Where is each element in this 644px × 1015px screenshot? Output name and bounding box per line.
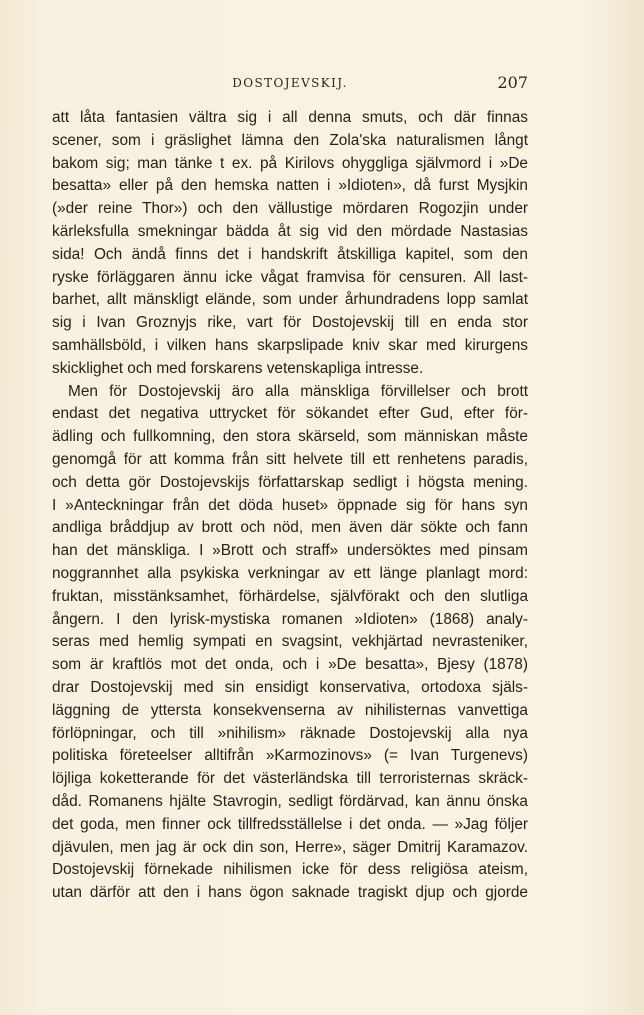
text-line: politiska företeelser alltifrån »Karmozinovs» (= Ivan Turgenevs) xyxy=(52,747,528,765)
page-header xyxy=(52,72,528,96)
text-line: I »Anteckningar från det döda huset» öppnade sig för hans syn xyxy=(52,496,528,514)
body-text xyxy=(52,107,528,905)
text-line: genomgå för att komma från sitt helvete till ett renhetens paradis, xyxy=(52,450,528,468)
text-line: sida! Och ändå finns det i handskrift åtskilliga kapitel, som den xyxy=(52,245,528,263)
text-line: (»der reine Thor») och den vällustige mördaren Rogozjin under xyxy=(52,200,528,218)
text-line: ädling och fullkomning, den stora skärseld, som människan måste xyxy=(52,428,528,446)
text-line: andliga bråddjup av brott och nöd, men även där sökte och fann xyxy=(52,519,528,537)
text-line: han det mänskliga. I »Brott och straff» undersöktes med pinsam xyxy=(52,542,528,560)
text-line: endast det negativa uttrycket för sökandet efter Gud, efter för- xyxy=(52,405,528,423)
text-line: ryske förläggaren ännu icke vågat framvisa för censuren. All last- xyxy=(52,268,528,286)
text-line: och detta gör Dostojevskijs författarskap sedligt i högsta mening. xyxy=(52,473,528,491)
text-line: som är kraftlös mot det onda, och i »De besatta», Bjesy (1878) xyxy=(52,656,528,674)
text-line: ångern. I den lyrisk-mystiska romanen »Idioten» (1868) analy- xyxy=(52,610,528,628)
text-line: fruktan, misstänksamhet, förhärdelse, självförakt och den slutliga xyxy=(52,587,528,605)
text-line: skicklighet och med forskarens vetenskapliga intresse. xyxy=(52,359,424,377)
text-line: det goda, men finner ock tillfredsställelse i det onda. — »Jag följer xyxy=(52,815,528,833)
text-line: Men för Dostojevskij äro alla mänskliga förvillelser och brott xyxy=(68,382,528,400)
text-line: samhällsböld, i vilken hans skarpslipade kniv skar med kirurgens xyxy=(52,336,528,354)
text-line: seras med hemlig sympati en svagsint, vekhjärtad nevrasteniker, xyxy=(52,633,528,651)
text-line: Dostojevskij förnekade nihilismen icke för dess religiösa ateism, xyxy=(52,861,528,879)
text-line: utan därför att den i hans ögon saknade tragiskt djup och gjorde xyxy=(52,884,528,902)
text-line: förlöpningar, och till »nihilism» räknade Dostojevskij alla nya xyxy=(52,724,528,742)
text-line: dåd. Romanens hjälte Stavrogin, sedligt fördärvad, kan ännu önska xyxy=(52,792,528,810)
text-line: noggrannhet alla psykiska verkningar av ett länge planlagt mord: xyxy=(52,564,528,582)
text-line: löjliga koketterande för det västerländska till terroristernas skräck- xyxy=(52,770,528,788)
text-line: sig i Ivan Groznyjs rike, vart för Dostojevskij till en enda stor xyxy=(52,314,528,332)
running-head: DOSTOJEVSKIJ. xyxy=(232,76,348,90)
text-line: bakom sig; man tänke t ex. på Kirilovs ohyggliga självmord i »De xyxy=(52,154,528,172)
text-line: drar Dostojevskij med sin ensidigt konservativa, ortodoxa själs- xyxy=(52,678,528,696)
text-line: kärleksfulla smekningar bädda åt sig vid den mördade Nastasias xyxy=(52,222,528,240)
text-line: läggning de yttersta konsekvenserna av nihilisternas vanvettiga xyxy=(52,701,528,719)
text-line: scener, som i gräslighet lämna den Zola'ska naturalismen långt xyxy=(52,131,528,149)
text-line: att låta fantasien vältra sig i all denna smuts, och där finnas xyxy=(52,109,528,126)
text-line: djävulen, men jag är ock din son, Herre», säger Dmitrij Karamazov. xyxy=(52,838,528,856)
page-number: 207 xyxy=(497,73,528,92)
text-line: besatta» eller på den hemska natten i »Idioten», då furst Mysjkin xyxy=(52,177,528,195)
text-line: barhet, allt mänskligt elände, som under århundradens lopp samlat xyxy=(52,291,528,309)
